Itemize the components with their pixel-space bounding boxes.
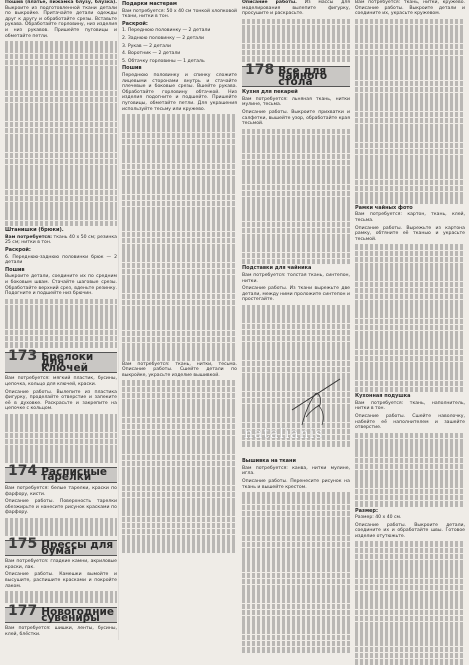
bag-needed: Вам потребуется: ткань, наполнитель, нитки в тон. [355,400,465,412]
cozy-needed: Вам потребуется: канва, нитки мулине, игла. [242,465,350,477]
column-2 [122,0,237,554]
section-175-banner: 175 Прессы для бумаг [5,540,117,556]
tea-title: Кухня для пекарей [242,89,298,96]
holder-text: Описание работы. Из ткани вырежьте две детали, между ними проложите синтепон и простегайте. [242,286,350,303]
cutting-text: 6. Переднюю-заднюю половинки брюк — 2 детали [5,254,117,266]
col2-sewing-text: Переднюю половинку и спинку сложите лицевыми сторонами внутрь и стачайте плечевые и боковые срезы. Вшейте рукава. Обработайте горловину обтачкой. Низ изделия подогните и подшейте. Пришейте пуговицы, обметайте петли. Для украшения используйте тесьму или кружево. [122,72,237,112]
holder-needed: Вам потребуется: толстая ткань, синтепон, нитки. [242,272,350,284]
bag-text: Описание работы. Сшейте наволочку, набейте её наполнителем и зашейте отверстие. [355,414,465,431]
holder-title: Подставки для чайника [242,265,312,272]
col2-item: 2. Заднюю половинку — 2 детали [122,35,205,41]
col2-sewing-label: Пошив [122,65,142,72]
s175-text: Описание работы. Камешки вымойте и высушите, распишите красками и покройте лаком. [5,572,117,589]
col2-more-text: Вам потребуется: ткань, нитки, тесьма. Описание работы. Сшейте детали по выкройке, украсьте изделие вышивкой. [122,361,237,378]
column-3 [242,0,350,653]
col3-top: Описание работы. Из массы для моделирования вылепите фигурку, просушите и раскрасьте. [242,0,350,17]
col2-item: 1. Переднюю половинку — 2 детали [122,28,211,34]
s173-needed: Вам потребуется: мягкий пластик, бусины, цепочка, кольцо для ключей, краски. [5,376,117,387]
pants-title: Штанишки (брюки). [5,227,64,234]
size-label: Размер: [355,507,379,514]
tea-needed: Вам потребуется: льняная ткань, нитки мулине, тесьма. [242,96,350,108]
spoon-sketch-illustration [282,365,352,435]
sewing-text: Выкроите детали, соедините их по средним и боковым швам. Стачайте шаговые срезы. Обработайте верхний срез, вденьте резинку. Подогните и подшейте низ брючин. [5,274,117,297]
col2-item: 4. Воротник — 2 детали [122,51,181,57]
col2-item: 3. Рукав — 2 детали [122,43,171,49]
size-text: Размер: 40 х 40 см. [355,515,402,521]
s177-needed: Вам потребуется: шишки, ленты, бусины, клей, блёстки. [5,626,117,637]
column-4 [355,0,465,665]
s175-needed: Вам потребуется: гладкие камни, акриловые краски, лак. [5,559,117,570]
page-fold [118,0,120,640]
watermark-text: natalianis [244,426,324,442]
last-text: Описание работы. Выкроите детали, соедините их и обработайте швы. Готовое изделие отутюжьте. [355,522,465,539]
section-178-banner: 178 Все для чайного стола [242,66,350,88]
col2-cutting-label: Раскрой: [122,20,148,27]
cutting-label: Раскрой: [5,246,31,253]
frame-needed: Вам потребуется: картон, ткань, клей, тесьма. [355,212,465,223]
intro-paragraph: Пошив (платье, пижамка блузу, блузка). Выкроите из подготовленной ткани детали по выкройке. Притачайте детали одежды друг к другу и обработайте срезы. Вставьте рукава. Обработайте горловину, низ изделия и низ рукавов. Пришейте пуговицы и обметайте петли. [5,0,117,39]
col2-item: 5. Обтачку горловины — 1 деталь [122,58,205,64]
s173-text: Описание работы. Вылепите из пластика фигурку, проделайте отверстие и запеките её в духовке. Раскрасьте и закрепите на цепочке с кольцом. [5,389,117,412]
cozy-text: Описание работы. Перенесите рисунок на ткань и вышейте крестом. [242,479,350,490]
cozy-title: Вышивка на ткани [242,458,297,465]
frame-title: Рамки чайных фото [355,204,413,211]
bag-title: Кухонная подушка [355,393,411,400]
tea-text: Описание работы. Выкроите прихватки и салфетки, вышейте узор, обработайте края тесьмой. [242,110,350,127]
section-174-banner: 174 Расписные тарелки [5,467,117,483]
pants-needed: Вам потребуется: ткань 40 х 50 см; резинка 25 см; нитки в тон. [5,234,117,246]
column-1 [5,0,117,639]
sewing-label: Пошив [5,266,25,273]
section-173-banner: 173 Брелоки для ключей [5,352,117,374]
s174-text: Описание работы. Поверхность тарелки обезжирьте и нанесите рисунок красками по фарфору. [5,499,117,516]
col2-header: Подарки мастерам [122,1,178,7]
s174-needed: Вам потребуется: белые тарелки, краски по фарфору, кисти. [5,486,117,497]
col4-top: Вам потребуется: ткань, нитки, кружево. Описание работы. Выкроите детали и соедините их, украсьте кружевом. [355,0,465,17]
section-177-banner: 177 Новогодние сувениры [5,607,117,623]
frame-text: Описание работы. Вырежьте из картона рамку, обтяните её тканью и украсьте тесьмой. [355,225,465,242]
col2-needed: Вам потребуется: 50 х 40 см тонкой хлопковой ткани, нитки в тон. [122,8,237,20]
